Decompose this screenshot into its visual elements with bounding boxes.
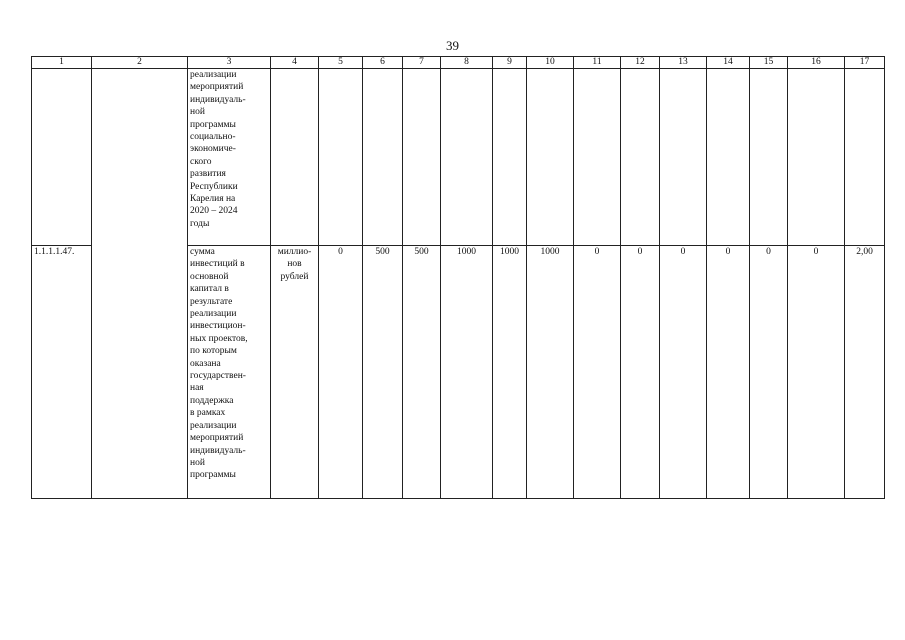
value-cell: 0 [660, 246, 707, 499]
column-number: 6 [363, 57, 403, 69]
column-number-row [32, 57, 885, 69]
column-number: 4 [271, 57, 319, 69]
indicator-table [31, 56, 885, 499]
value-cell: 1000 [493, 246, 527, 499]
empty-cell [788, 69, 845, 246]
indicator-text-continuation: реализации мероприятий индивидуаль- ной программы социально- экономиче- ского развития Республики Карелия на 2020 – 2024 годы [188, 69, 271, 246]
empty-cell [319, 69, 363, 246]
table-row-continuation [32, 69, 885, 246]
value-cell: 1000 [527, 246, 574, 499]
value-cell: 0 [621, 246, 660, 499]
empty-cell [574, 69, 621, 246]
column-number: 15 [750, 57, 788, 69]
column-number: 3 [188, 57, 271, 69]
empty-cell [750, 69, 788, 246]
column-number: 9 [493, 57, 527, 69]
empty-cell [621, 69, 660, 246]
value-cell: 0 [574, 246, 621, 499]
value-cell: 500 [363, 246, 403, 499]
indicator-unit: миллио- нов рублей [271, 246, 319, 499]
column-number: 17 [845, 57, 885, 69]
empty-cell [707, 69, 750, 246]
empty-cell [271, 69, 319, 246]
value-cell: 0 [788, 246, 845, 499]
empty-cell [441, 69, 493, 246]
column-number: 2 [92, 57, 188, 69]
empty-cell [845, 69, 885, 246]
empty-cell [363, 69, 403, 246]
column-number: 1 [32, 57, 92, 69]
column-number: 12 [621, 57, 660, 69]
indicator-code: 1.1.1.1.47. [32, 246, 92, 499]
column-number: 7 [403, 57, 441, 69]
empty-cell [403, 69, 441, 246]
column-number: 10 [527, 57, 574, 69]
value-cell: 2,00 [845, 246, 885, 499]
empty-cell [527, 69, 574, 246]
column-number: 11 [574, 57, 621, 69]
value-cell: 0 [750, 246, 788, 499]
indicator-text: сумма инвестиций в основной капитал в результате реализации инвестицион- ных проектов, по которым оказана государствен- ная поддержка в рамках реализации мероприятий индивидуаль- ной программы [188, 246, 271, 499]
column-number: 8 [441, 57, 493, 69]
value-cell: 0 [707, 246, 750, 499]
empty-cell [660, 69, 707, 246]
code-cell-empty [32, 69, 92, 246]
empty-cell [493, 69, 527, 246]
goal-cell-empty [92, 69, 188, 499]
column-number: 5 [319, 57, 363, 69]
value-cell: 0 [319, 246, 363, 499]
column-number: 14 [707, 57, 750, 69]
value-cell: 500 [403, 246, 441, 499]
page-number: 39 [446, 38, 459, 53]
value-cell: 1000 [441, 246, 493, 499]
column-number: 13 [660, 57, 707, 69]
column-number: 16 [788, 57, 845, 69]
